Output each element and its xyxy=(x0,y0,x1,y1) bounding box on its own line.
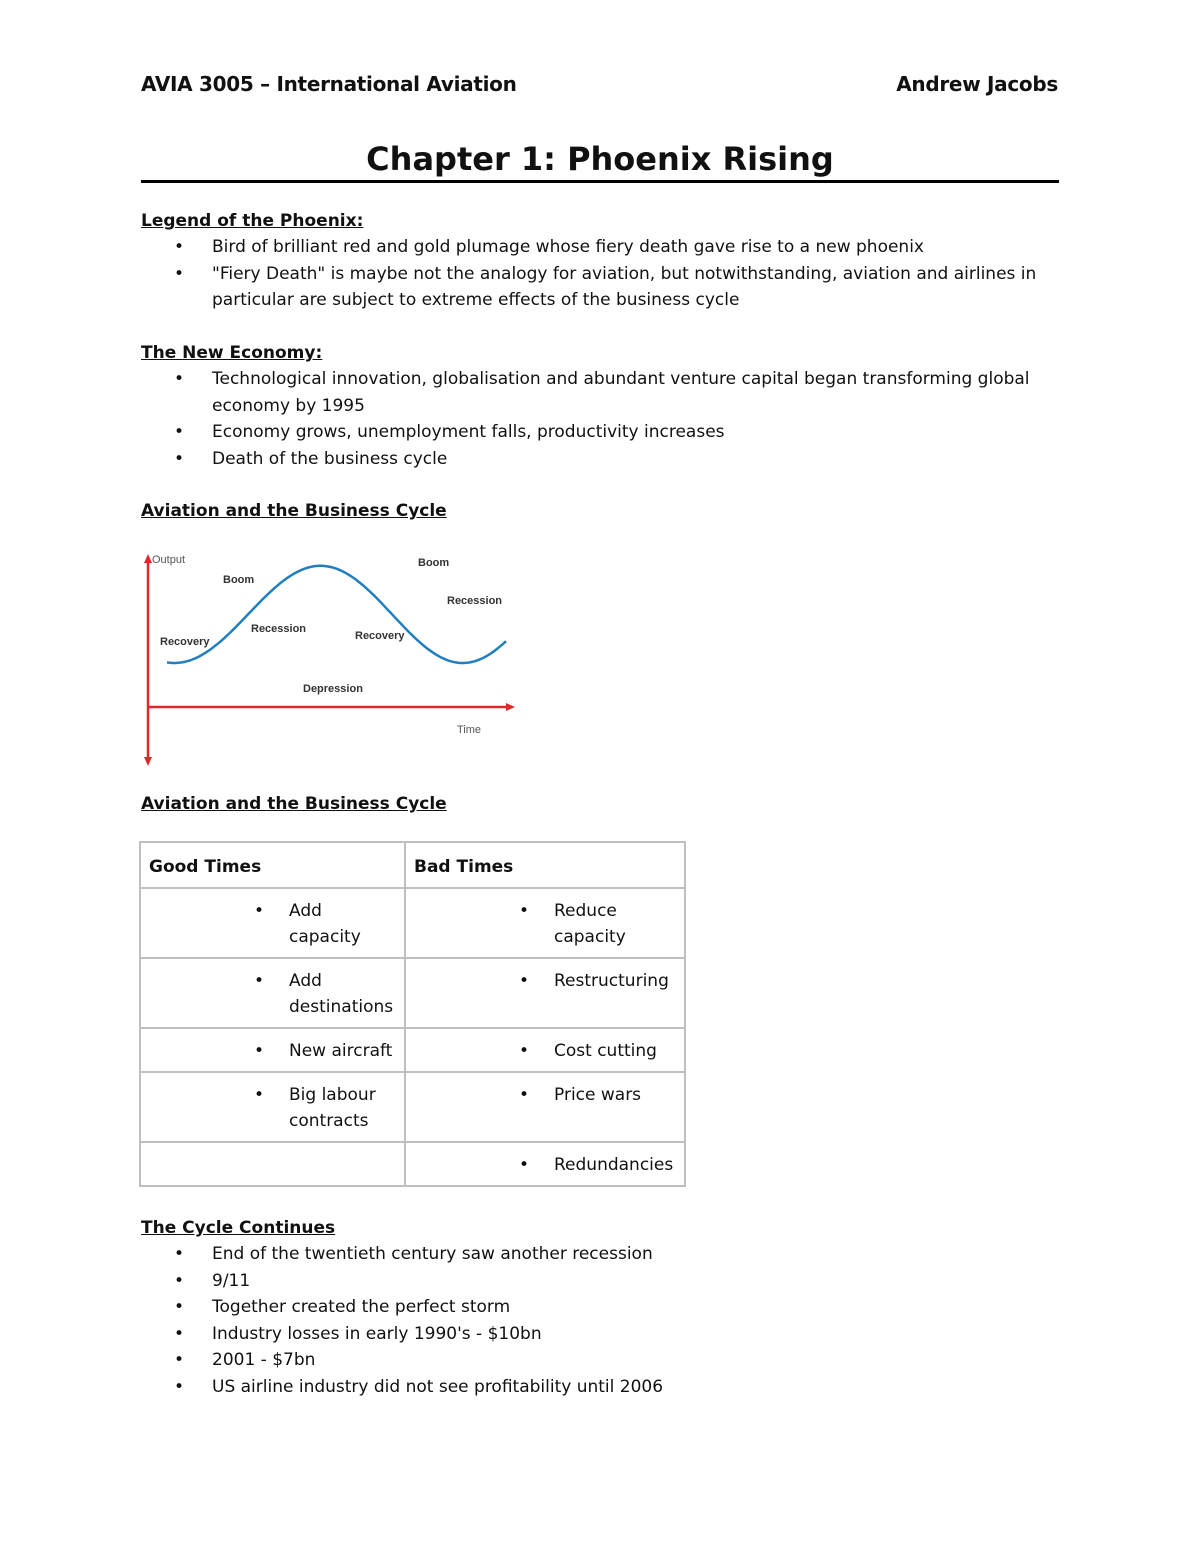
list-item xyxy=(141,234,1059,261)
list-item-text: 9/11 xyxy=(212,1270,251,1291)
list-item xyxy=(141,261,1059,314)
annotation-recession-1: Recession xyxy=(251,623,307,635)
list-item xyxy=(141,1268,1059,1295)
cell-text: Reduce capacity xyxy=(554,901,626,947)
table-cell xyxy=(140,1142,405,1186)
cycle-continues-heading: The Cycle Continues xyxy=(141,1218,336,1238)
cell-text: Restructuring xyxy=(554,971,669,991)
course-header: AVIA 3005 – International Aviation xyxy=(141,72,517,96)
list-item-text: Technological innovation, globalisation and abundant venture capital began transforming global economy by 1995 xyxy=(212,369,1030,416)
cycle-continues-section xyxy=(141,1215,1059,1400)
list-item-text: US airline industry did not see profitability until 2006 xyxy=(212,1376,664,1397)
cycle-continues-list xyxy=(141,1241,1059,1400)
list-item xyxy=(141,1321,1059,1348)
cell-text: Price wars xyxy=(554,1085,642,1105)
list-item-text: "Fiery Death" is maybe not the analogy for aviation, but notwithstanding, aviation and airlines in particular are subject to extreme effects of the business cycle xyxy=(212,263,1037,310)
table-header-row xyxy=(140,842,685,888)
table-cell xyxy=(140,958,405,1028)
bullet-icon: • xyxy=(519,971,530,991)
bullet-icon: • xyxy=(174,1244,185,1264)
table-heading: Aviation and the Business Cycle xyxy=(141,794,447,814)
bullet-icon: • xyxy=(254,971,265,991)
x-axis-arrow xyxy=(506,703,515,711)
bullet-icon: • xyxy=(174,237,185,257)
list-item xyxy=(141,366,1059,419)
cell-text: Cost cutting xyxy=(554,1041,657,1061)
legend-list xyxy=(141,234,1059,314)
bullet-icon: • xyxy=(174,1297,185,1317)
column-header-bad-times: Bad Times xyxy=(405,842,685,888)
list-item-text: Bird of brilliant red and gold plumage whose fiery death gave rise to a new phoenix xyxy=(212,237,924,257)
new-economy-list xyxy=(141,366,1059,472)
list-item xyxy=(141,1347,1059,1374)
table-row xyxy=(140,888,685,958)
table-row xyxy=(140,1028,685,1072)
column-header-good-times: Good Times xyxy=(140,842,405,888)
list-item-text: Economy grows, unemployment falls, productivity increases xyxy=(212,422,725,442)
list-item xyxy=(141,446,1059,473)
title-divider xyxy=(141,180,1059,183)
legend-heading: Legend of the Phoenix: xyxy=(141,211,364,231)
list-item xyxy=(141,1241,1059,1268)
new-economy-heading: The New Economy: xyxy=(141,343,323,363)
business-cycle-chart xyxy=(141,548,521,768)
bullet-icon: • xyxy=(174,1323,185,1344)
cell-text: Add destinations xyxy=(289,971,394,1017)
bullet-icon: • xyxy=(174,369,185,389)
list-item-text: 2001 - $7bn xyxy=(212,1350,316,1370)
business-cycle-curve xyxy=(167,566,506,663)
bullet-icon: • xyxy=(254,1085,265,1105)
bullet-icon: • xyxy=(174,1350,185,1370)
list-item xyxy=(141,419,1059,446)
cell-text: Add capacity xyxy=(289,901,361,947)
table-cell xyxy=(140,1028,405,1072)
table-cell xyxy=(140,888,405,958)
list-item-text: Together created the perfect storm xyxy=(212,1297,511,1317)
y-axis-arrow-bottom xyxy=(144,757,152,766)
bullet-icon: • xyxy=(174,1270,185,1291)
bullet-icon: • xyxy=(519,901,530,921)
legend-section xyxy=(141,208,1059,314)
list-item xyxy=(141,1294,1059,1321)
bullet-icon: • xyxy=(174,448,185,469)
table-cell xyxy=(405,1028,685,1072)
bullet-icon: • xyxy=(254,901,265,921)
list-item-text: Industry losses in early 1990's - $10bn xyxy=(212,1323,542,1344)
table-cell xyxy=(140,1072,405,1142)
chart-heading: Aviation and the Business Cycle xyxy=(141,501,447,521)
bullet-icon: • xyxy=(174,422,185,442)
cell-text: Redundancies xyxy=(554,1155,674,1175)
author-header: Andrew Jacobs xyxy=(896,72,1058,96)
list-item xyxy=(141,1374,1059,1401)
annotation-depression: Depression xyxy=(303,683,363,695)
y-axis-arrow-top xyxy=(144,554,152,563)
bullet-icon: • xyxy=(519,1085,530,1105)
table-section xyxy=(141,791,1059,817)
table-cell xyxy=(405,888,685,958)
annotation-recovery-1: Recovery xyxy=(160,636,210,648)
bullet-icon: • xyxy=(174,263,185,284)
table-row xyxy=(140,958,685,1028)
list-item-text: Death of the business cycle xyxy=(212,448,448,469)
chapter-title: Chapter 1: Phoenix Rising xyxy=(366,140,834,178)
bullet-icon: • xyxy=(519,1041,530,1061)
table-cell xyxy=(405,1142,685,1186)
x-axis-label: Time xyxy=(457,724,482,736)
annotation-boom-2: Boom xyxy=(418,557,450,569)
table-row xyxy=(140,1142,685,1186)
bullet-icon: • xyxy=(519,1155,530,1175)
business-cycle-svg xyxy=(141,548,521,768)
cell-text: New aircraft xyxy=(289,1041,393,1061)
table-cell xyxy=(405,1072,685,1142)
new-economy-section xyxy=(141,340,1059,472)
table-cell xyxy=(405,958,685,1028)
annotation-boom-1: Boom xyxy=(223,574,255,586)
annotation-recession-2: Recession xyxy=(447,595,503,607)
business-cycle-table xyxy=(139,841,686,1187)
list-item-text: End of the twentieth century saw another recession xyxy=(212,1244,653,1264)
annotation-recovery-2: Recovery xyxy=(355,630,405,642)
cell-text: Big labour contracts xyxy=(289,1085,376,1131)
bullet-icon: • xyxy=(174,1376,185,1397)
bullet-icon: • xyxy=(254,1041,265,1061)
table-row xyxy=(140,1072,685,1142)
chart-section xyxy=(141,498,1059,524)
y-axis-label: Output xyxy=(152,554,186,566)
